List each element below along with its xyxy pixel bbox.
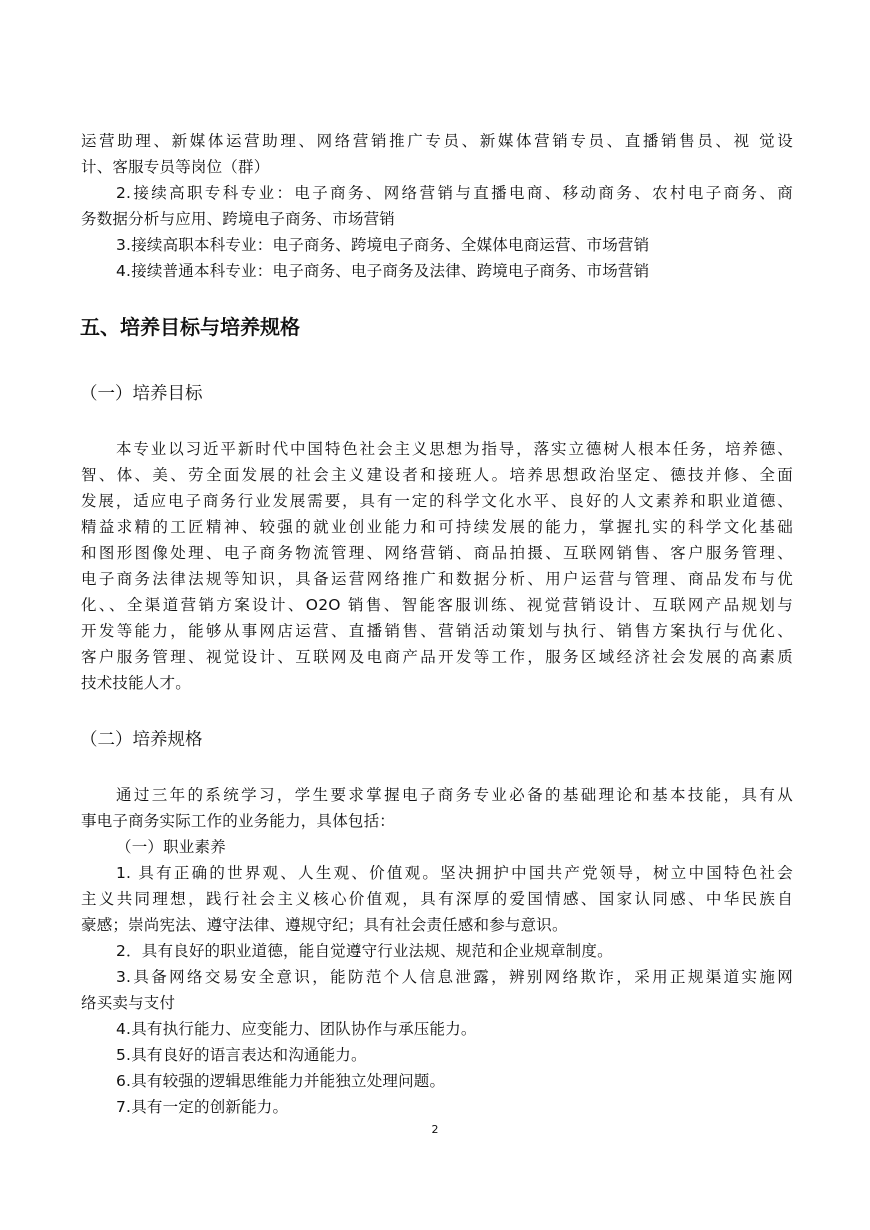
spec-item: 4.具有执行能力、应变能力、团队协作与承压能力。: [116, 1020, 477, 1038]
goal-paragraph-line: 开发等能力，能够从事网店运营、直播销售、营销活动策划与执行、销售方案执行与优化、: [81, 622, 793, 640]
spec-subheading: （一）职业素养: [116, 838, 226, 856]
continuing-item: 2.接续高职专科专业：电子商务、网络营销与直播电商、移动商务、农村电子商务、商: [116, 184, 793, 202]
goal-paragraph-line: 客户服务管理、视觉设计、互联网及电商产品开发等工作，服务区域经济社会发展的高素质: [81, 648, 793, 666]
goal-paragraph-line: 化、、全渠道营销方案设计、O2O 销售、智能客服训练、视觉营销设计、互联网产品规划与: [81, 596, 793, 614]
spec-item-cont: 主义共同理想，践行社会主义核心价值观，具有深厚的爱国情感、国家认同感、中华民族自: [81, 890, 793, 908]
spec-item-cont: 络买卖与支付: [81, 994, 176, 1012]
continuing-item: 4.接续普通本科专业：电子商务、电子商务及法律、跨境电子商务、市场营销: [116, 262, 650, 280]
spec-item: 6.具有较强的逻辑思维能力并能独立处理问题。: [116, 1072, 446, 1090]
intro-line: 计、客服专员等岗位（群）: [81, 158, 270, 176]
spec-item: 5.具有良好的语言表达和沟通能力。: [116, 1046, 367, 1064]
spec-item: 7.具有一定的创新能力。: [116, 1098, 289, 1116]
goal-paragraph-line: 发展，适应电子商务行业发展需要，具有一定的科学文化水平、良好的人文素养和职业道德、: [81, 492, 793, 510]
spec-item-cont: 豪感；崇尚宪法、遵守法律、遵规守纪；具有社会责任感和参与意识。: [81, 916, 568, 934]
goal-paragraph-line: 精益求精的工匠精神、较强的就业创业能力和可持续发展的能力，掌握扎实的科学文化基础: [81, 518, 793, 536]
goal-paragraph-line: 智、体、美、劳全面发展的社会主义建设者和接班人。培养思想政治坚定、德技并修、全面: [81, 466, 793, 484]
goal-paragraph-line: 和图形图像处理、电子商务物流管理、网络营销、商品拍摄、互联网销售、客户服务管理、: [81, 544, 793, 562]
spec-item: 3.具备网络交易安全意识，能防范个人信息泄露，辨别网络欺诈，采用正规渠道实施网: [116, 968, 793, 986]
page-number: 2: [431, 1123, 439, 1136]
spec-intro-line: 通过三年的系统学习，学生要求掌握电子商务专业必备的基础理论和基本技能，具有从: [116, 786, 793, 804]
intro-line: 运营助理、新媒体运营助理、网络营销推广专员、新媒体营销专员、直播销售员、视 觉设: [81, 132, 793, 150]
spec-intro-line: 事电子商务实际工作的业务能力，具体包括：: [81, 812, 396, 830]
subsection-heading-spec: （二）培养规格: [80, 730, 203, 750]
goal-paragraph-line: 本专业以习近平新时代中国特色社会主义思想为指导，落实立德树人根本任务，培养德、: [116, 440, 793, 458]
section-heading: 五、培养目标与培养规格: [80, 315, 300, 339]
spec-item: 2．具有良好的职业道德，能自觉遵守行业法规、规范和企业规章制度。: [116, 942, 613, 960]
subsection-heading-goal: （一）培养目标: [80, 384, 203, 404]
spec-item: 1. 具有正确的世界观、人生观、价值观。坚决拥护中国共产党领导，树立中国特色社会: [116, 864, 793, 882]
continuing-item-cont: 务数据分析与应用、跨境电子商务、市场营销: [81, 210, 396, 228]
goal-paragraph-line: 电子商务法律法规等知识，具备运营网络推广和数据分析、用户运营与管理、商品发布与优: [81, 570, 793, 588]
goal-paragraph-line: 技术技能人才。: [81, 674, 191, 692]
continuing-item: 3.接续高职本科专业：电子商务、跨境电子商务、全媒体电商运营、市场营销: [116, 236, 650, 254]
